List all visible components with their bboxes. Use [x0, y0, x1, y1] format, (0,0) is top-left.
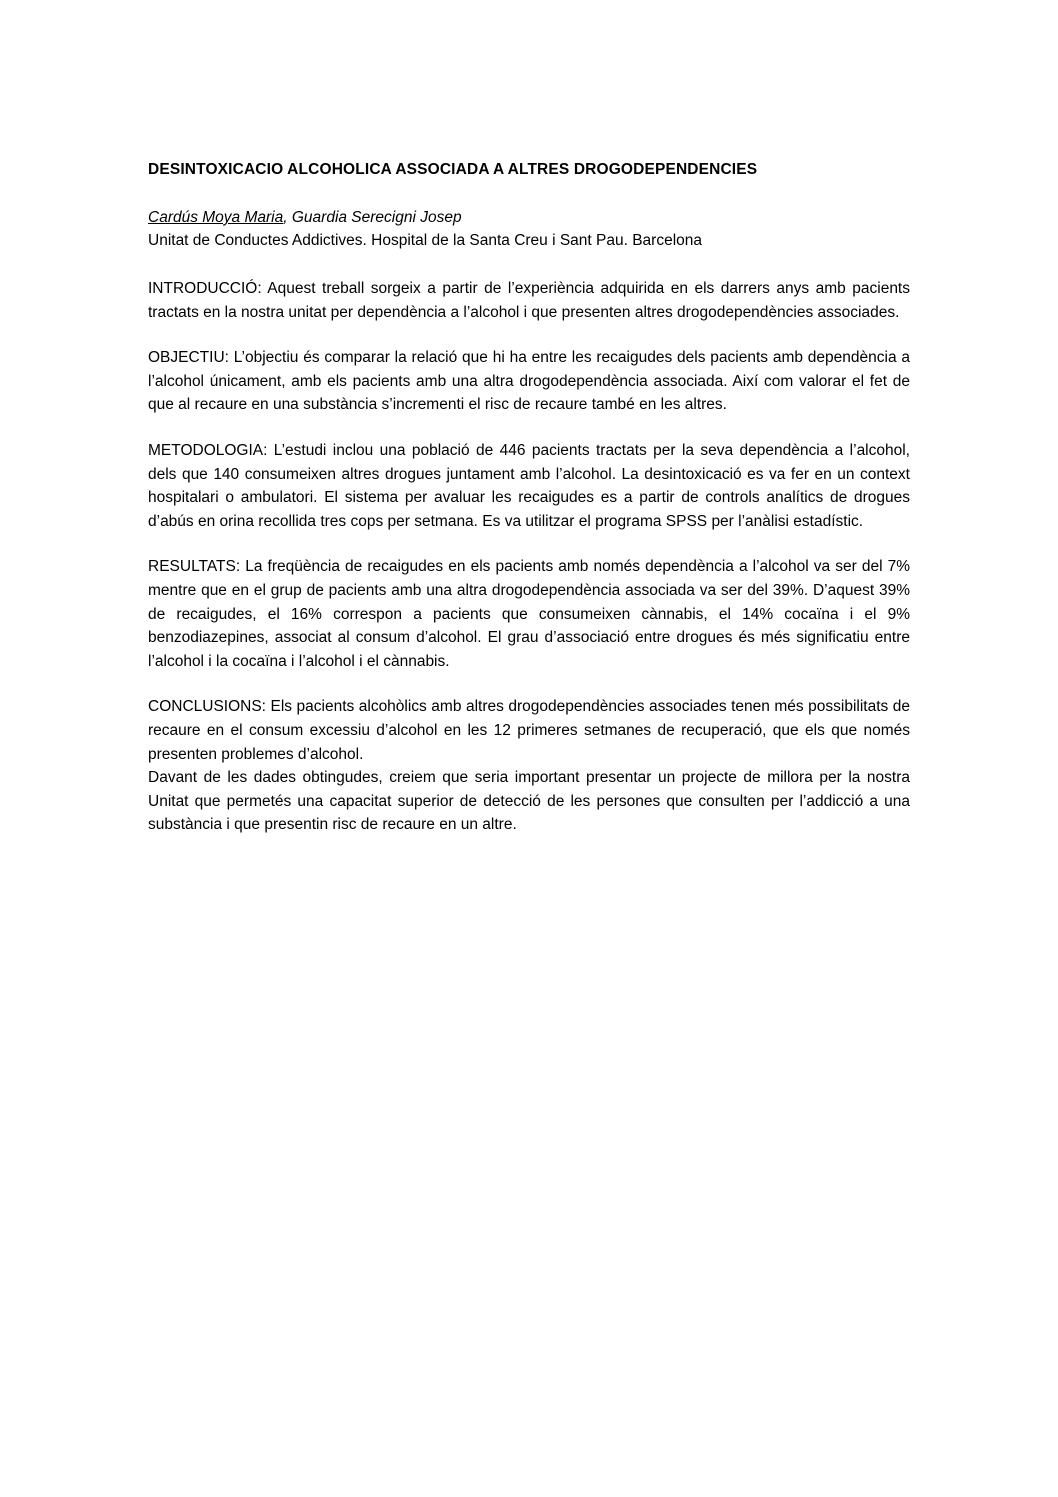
page-title: DESINTOXICACIO ALCOHOLICA ASSOCIADA A ALTRES DROGODEPENDENCIES [148, 161, 758, 178]
section-objectiu: OBJECTIU: L’objectiu és comparar la relació que hi ha entre les recaigudes dels pacients amb dependència a l’alcohol únicament, amb els pacients amb una altra drogodependència associada. Així com valorar el fet de que al recaure en una substància s’incrementi el risc de recaure també en les altres. [148, 349, 910, 414]
conclusions-paragraph-2: Davant de les dades obtingudes, creiem que seria important presentar un projecte de millora per la nostra Unitat que permetés una capacitat superior de detecció de les persones que consulten per l’addicció a una substància i que presentin risc de recaure en un altre. [148, 769, 910, 834]
author-secondary: , Guardia Serecigni Josep [283, 209, 462, 226]
section-resultats: RESULTATS: La freqüència de recaigudes en els pacients amb només dependència a l’alcohol va ser del 7% mentre que en el grup de pacients amb una altra drogodependència associada va ser del 39%. D’aquest 39% de recaigudes, el 16% correspon a pacients que consumeixen cànnabis, el 14% cocaïna i el 9% benzodiazepines, associat al consum d’alcohol. El grau d’associació entre drogues és més significatiu entre l’alcohol i la cocaïna i l’alcohol i el cànnabis. [148, 558, 910, 670]
conclusions-paragraph-1: CONCLUSIONS: Els pacients alcohòlics amb altres drogodependències associades tenen més possibilitats de recaure en el consum excessiu d’alcohol en les 12 primeres setmanes de recuperació, que els que només presenten problemes d’alcohol. [148, 698, 910, 763]
section-metodologia: METODOLOGIA: L’estudi inclou una població de 446 pacients tractats per la seva dependència a l’alcohol, dels que 140 consumeixen altres drogues juntament amb l’alcohol. La desintoxicació es va fer en un context hospitalari o ambulatori. El sistema per avaluar les recaigudes es a partir de controls analítics de drogues d’abús en orina recollida tres cops per setmana. Es va utilitzar el programa SPSS per l’anàlisi estadístic. [148, 441, 910, 530]
section-conclusions [148, 695, 910, 837]
affiliation-line: Unitat de Conductes Addictives. Hospital de la Santa Creu i Sant Pau. Barcelona [148, 232, 703, 249]
document-content [148, 160, 910, 837]
section-introduccio: INTRODUCCIÓ: Aquest treball sorgeix a partir de l’experiència adquirida en els darrers anys amb pacients tractats en la nostra unitat per dependència a l’alcohol i que presenten altres drogodependències associades. [148, 280, 910, 321]
author-primary: Cardús Moya Maria [148, 209, 284, 226]
author-byline [148, 206, 910, 229]
